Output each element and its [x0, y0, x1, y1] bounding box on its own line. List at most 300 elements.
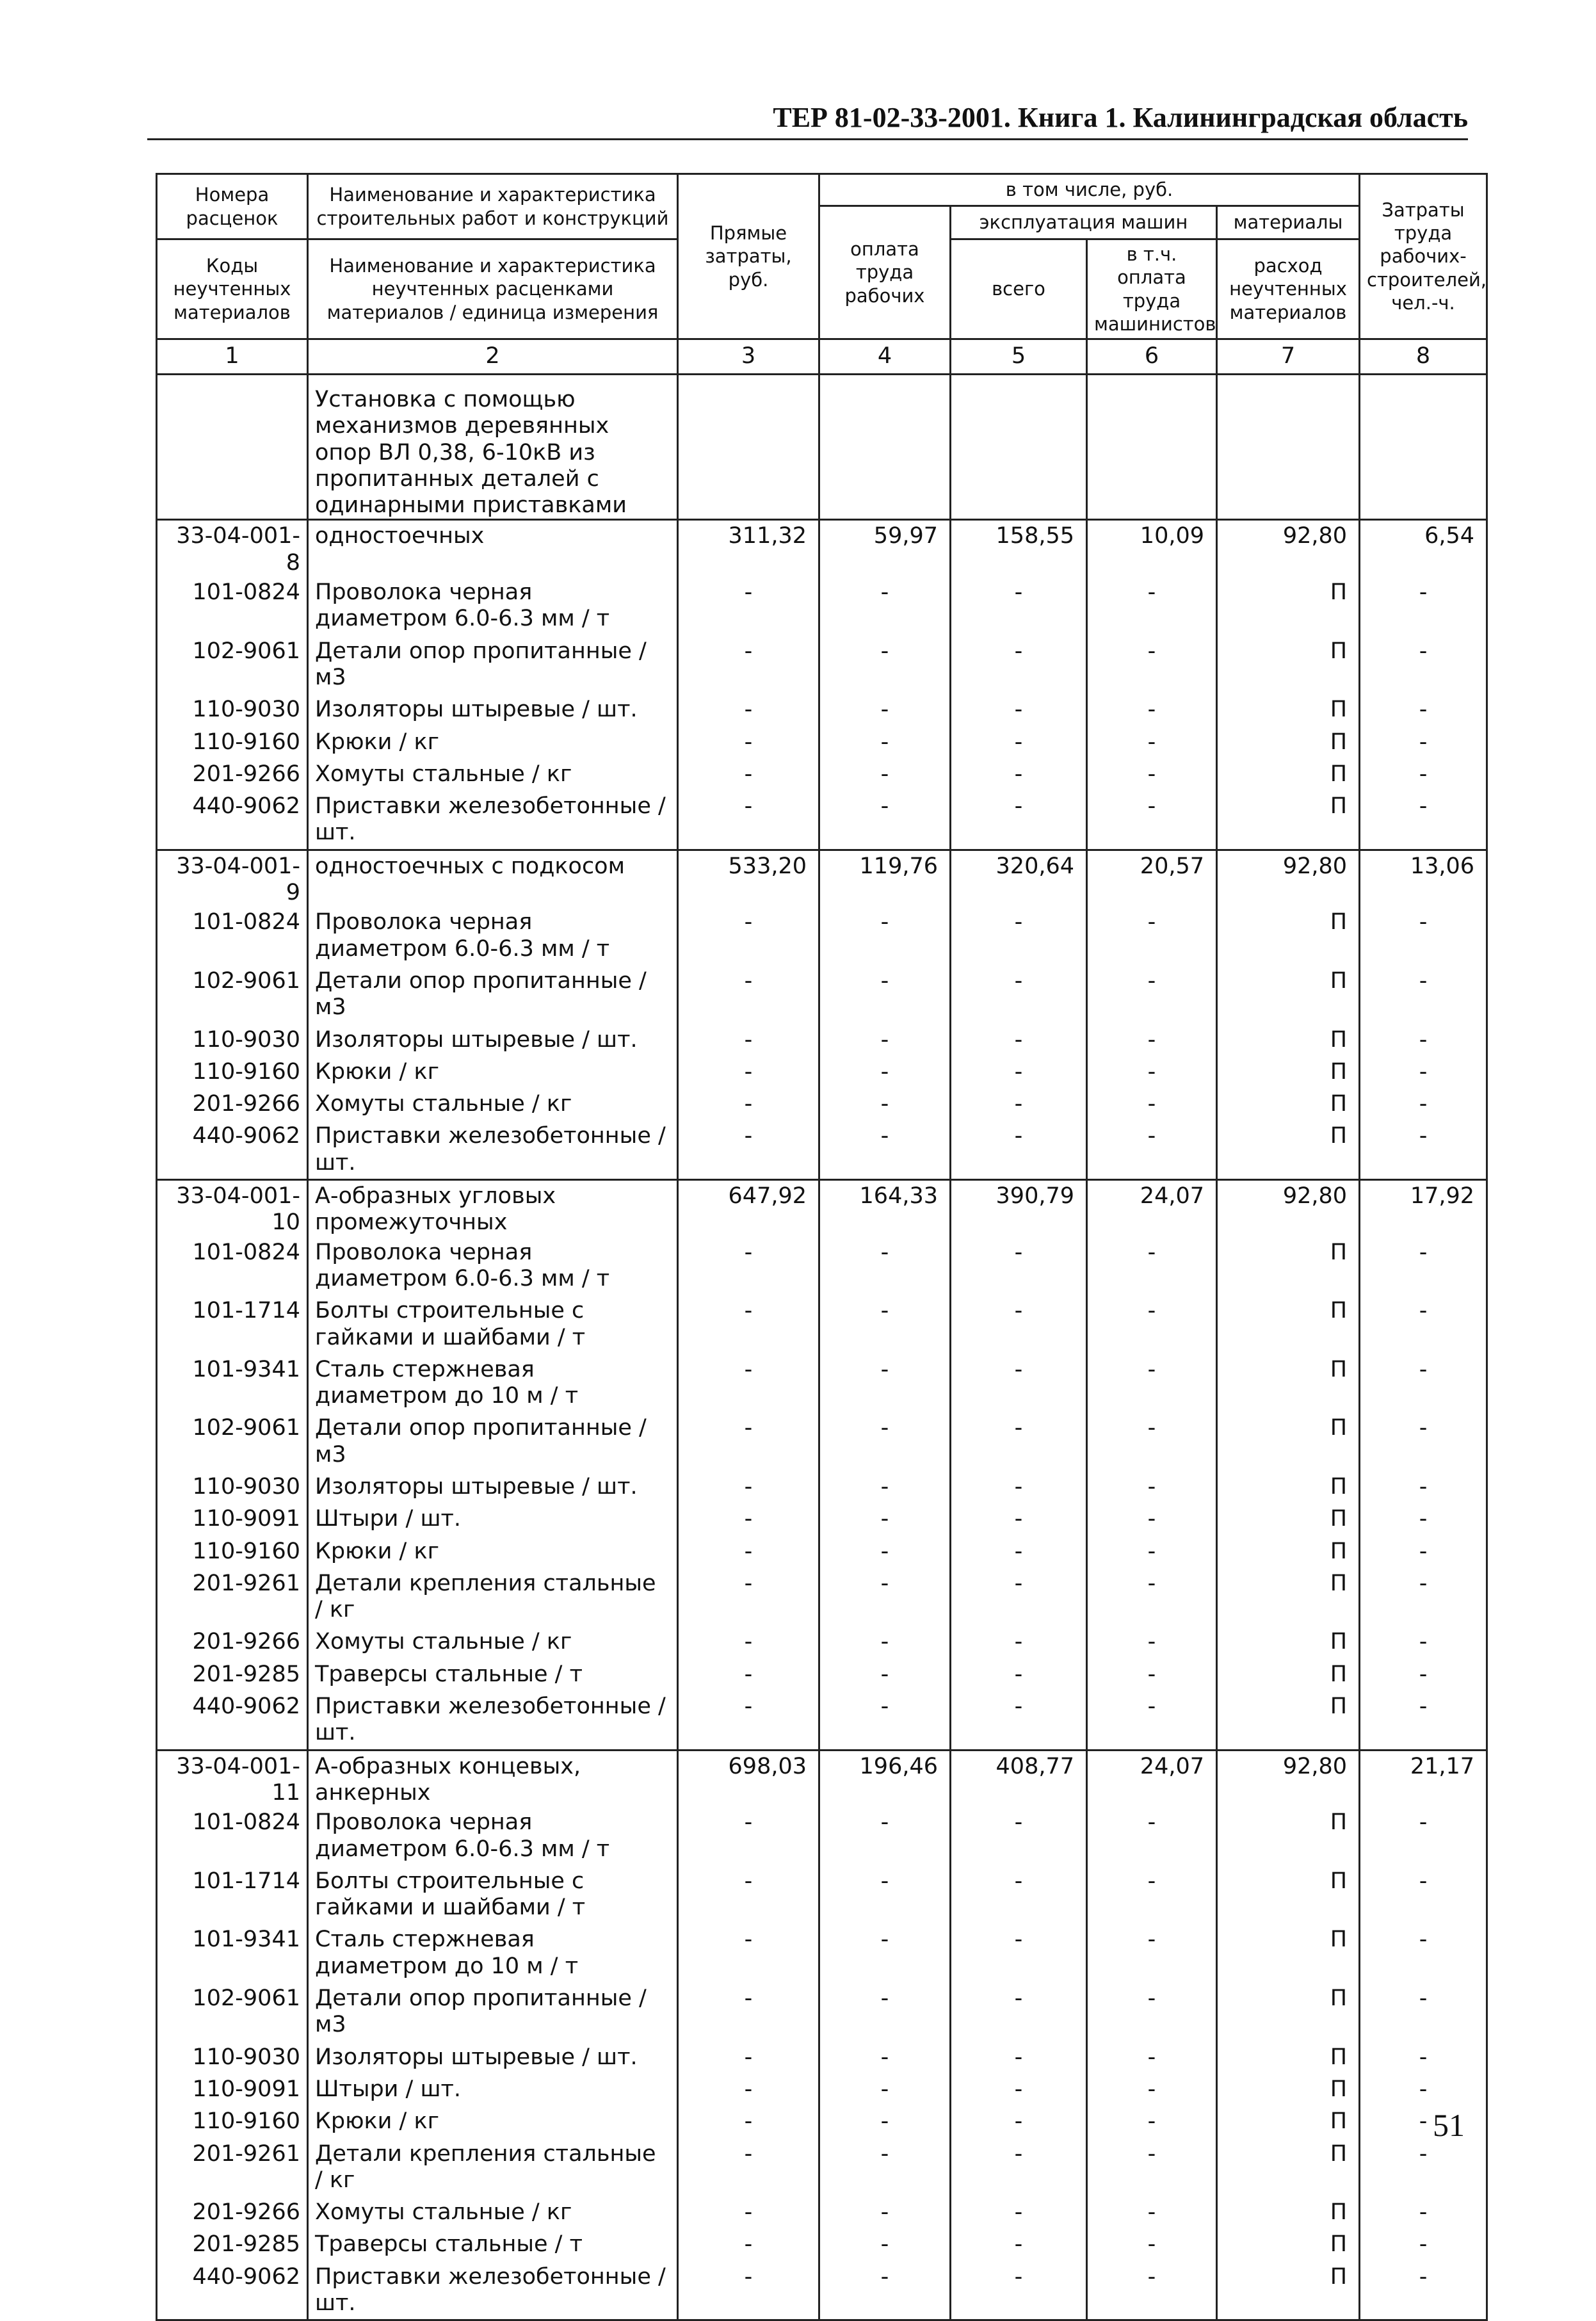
- dash-mark: -: [951, 2138, 1087, 2197]
- rate-value: 92,80: [1217, 520, 1360, 576]
- material-row: [157, 2041, 1487, 2073]
- dash-mark: -: [1360, 726, 1487, 758]
- material-code: 440-9062: [157, 790, 308, 850]
- material-name: Штыри / шт.: [308, 1503, 678, 1535]
- material-name: Изоляторы штыревые / шт.: [308, 693, 678, 725]
- dash-mark: -: [951, 576, 1087, 635]
- dash-mark: -: [1087, 1354, 1217, 1412]
- dash-mark: -: [951, 1120, 1087, 1179]
- material-code: 201-9266: [157, 758, 308, 790]
- dash-mark: -: [1360, 1626, 1487, 1658]
- dash-mark: -: [678, 1088, 819, 1120]
- material-code: 110-9160: [157, 1056, 308, 1088]
- material-name: Детали опор пропитанные / м3: [308, 1982, 678, 2041]
- material-mark: П: [1217, 2041, 1360, 2073]
- rate-code: 33-04-001-11: [157, 1750, 308, 1806]
- dash-mark: -: [1087, 1865, 1217, 1924]
- material-name: Крюки / кг: [308, 1056, 678, 1088]
- material-row: [157, 2228, 1487, 2260]
- material-name: Хомуты стальные / кг: [308, 758, 678, 790]
- dash-mark: -: [951, 790, 1087, 850]
- dash-mark: -: [1087, 2138, 1217, 2197]
- material-row: [157, 1865, 1487, 1924]
- material-name: Изоляторы штыревые / шт.: [308, 1024, 678, 1056]
- dash-mark: -: [678, 1567, 819, 1626]
- material-name: Болты строительные с гайками и шайбами / т: [308, 1865, 678, 1924]
- material-mark: П: [1217, 1088, 1360, 1120]
- dash-mark: -: [1360, 1806, 1487, 1865]
- material-row: [157, 1471, 1487, 1503]
- material-name: Болты строительные с гайками и шайбами / т: [308, 1295, 678, 1354]
- header-title: ТЕР 81-02-33-2001. Книга 1. Калининградская область: [773, 102, 1468, 133]
- dash-mark: -: [1087, 1024, 1217, 1056]
- material-row: [157, 1354, 1487, 1412]
- dash-mark: -: [819, 1503, 951, 1535]
- dash-mark: -: [1087, 1535, 1217, 1567]
- rate-value: 164,33: [819, 1180, 951, 1236]
- dash-mark: -: [1360, 1024, 1487, 1056]
- material-name: Крюки / кг: [308, 1535, 678, 1567]
- dash-mark: -: [1360, 1120, 1487, 1179]
- material-row: [157, 790, 1487, 850]
- dash-mark: -: [1087, 2041, 1217, 2073]
- material-code: 201-9285: [157, 1658, 308, 1690]
- rate-value: 20,57: [1087, 850, 1217, 906]
- material-code: 102-9061: [157, 1412, 308, 1471]
- rate-value: 533,20: [678, 850, 819, 906]
- material-name: Приставки железобетонные / шт.: [308, 2261, 678, 2320]
- material-mark: П: [1217, 1658, 1360, 1690]
- material-code: 101-9341: [157, 1923, 308, 1982]
- material-code: 440-9062: [157, 1120, 308, 1179]
- dash-mark: -: [1087, 1120, 1217, 1179]
- head-rate-numbers: Номера расценок: [157, 174, 308, 239]
- dash-mark: -: [819, 790, 951, 850]
- material-name: Хомуты стальные / кг: [308, 2196, 678, 2228]
- rate-value: 92,80: [1217, 1750, 1360, 1806]
- rate-value: 647,92: [678, 1180, 819, 1236]
- material-code: 201-9261: [157, 1567, 308, 1626]
- head-work-name: Наименование и характеристика строительных работ и конструкций: [308, 174, 678, 239]
- dash-mark: -: [678, 965, 819, 1024]
- material-code: 102-9061: [157, 1982, 308, 2041]
- dash-mark: -: [678, 2138, 819, 2197]
- material-code: 110-9030: [157, 1024, 308, 1056]
- material-mark: П: [1217, 2261, 1360, 2320]
- dash-mark: -: [819, 2138, 951, 2197]
- material-code: 201-9266: [157, 1088, 308, 1120]
- head-labor-costs: Затраты труда рабочих-строителей, чел.-ч.: [1360, 174, 1487, 339]
- material-row: [157, 965, 1487, 1024]
- dash-mark: -: [819, 2073, 951, 2105]
- dash-mark: -: [1360, 1354, 1487, 1412]
- material-row: [157, 1056, 1487, 1088]
- material-mark: П: [1217, 965, 1360, 1024]
- dash-mark: -: [1087, 1690, 1217, 1750]
- column-number: 3: [678, 339, 819, 375]
- dash-mark: -: [1360, 906, 1487, 965]
- dash-mark: -: [1087, 1295, 1217, 1354]
- dash-mark: -: [678, 2073, 819, 2105]
- material-code: 110-9091: [157, 2073, 308, 2105]
- material-row: [157, 1120, 1487, 1179]
- material-mark: П: [1217, 2196, 1360, 2228]
- rate-value: 24,07: [1087, 1180, 1217, 1236]
- page-number: 51: [1433, 2107, 1465, 2143]
- material-row: [157, 2073, 1487, 2105]
- material-code: 101-0824: [157, 906, 308, 965]
- material-code: 110-9160: [157, 2105, 308, 2137]
- dash-mark: -: [819, 1626, 951, 1658]
- dash-mark: -: [678, 1690, 819, 1750]
- head-material-consumption: расход неучтенных материалов: [1217, 239, 1360, 339]
- rate-value: 408,77: [951, 1750, 1087, 1806]
- dash-mark: -: [678, 1626, 819, 1658]
- material-code: 110-9160: [157, 1535, 308, 1567]
- dash-mark: -: [678, 1236, 819, 1295]
- material-row: [157, 576, 1487, 635]
- dash-mark: -: [1087, 693, 1217, 725]
- material-row: [157, 2196, 1487, 2228]
- dash-mark: -: [678, 1535, 819, 1567]
- dash-mark: -: [951, 2261, 1087, 2320]
- material-code: 102-9061: [157, 635, 308, 694]
- dash-mark: -: [819, 635, 951, 694]
- head-materials: материалы: [1217, 206, 1360, 239]
- dash-mark: -: [1087, 1056, 1217, 1088]
- dash-mark: -: [1087, 1982, 1217, 2041]
- dash-mark: -: [951, 1865, 1087, 1924]
- material-name: Крюки / кг: [308, 2105, 678, 2137]
- material-row: [157, 1236, 1487, 1295]
- rate-value: 92,80: [1217, 850, 1360, 906]
- dash-mark: -: [1360, 2196, 1487, 2228]
- material-row: [157, 1295, 1487, 1354]
- material-mark: П: [1217, 1626, 1360, 1658]
- rate-value: 119,76: [819, 850, 951, 906]
- dash-mark: -: [678, 1865, 819, 1924]
- dash-mark: -: [678, 1354, 819, 1412]
- material-code: 101-0824: [157, 1806, 308, 1865]
- material-row: [157, 1658, 1487, 1690]
- dash-mark: -: [1360, 1690, 1487, 1750]
- material-mark: П: [1217, 1295, 1360, 1354]
- dash-mark: -: [1087, 635, 1217, 694]
- rate-value: 10,09: [1087, 520, 1217, 576]
- dash-mark: -: [1360, 2073, 1487, 2105]
- dash-mark: -: [951, 1535, 1087, 1567]
- dash-mark: -: [951, 1567, 1087, 1626]
- material-mark: П: [1217, 1120, 1360, 1179]
- dash-mark: -: [1360, 1982, 1487, 2041]
- dash-mark: -: [678, 906, 819, 965]
- dash-mark: -: [678, 1056, 819, 1088]
- dash-mark: -: [1360, 2261, 1487, 2320]
- dash-mark: -: [819, 726, 951, 758]
- dash-mark: -: [1087, 576, 1217, 635]
- section-title: Установка с помощью механизмов деревянных опор ВЛ 0,38, 6-10кВ из пропитанных деталей с одинарными приставками: [308, 375, 678, 520]
- dash-mark: -: [1360, 1236, 1487, 1295]
- dash-mark: -: [678, 1471, 819, 1503]
- column-number: 4: [819, 339, 951, 375]
- material-name: Детали опор пропитанные / м3: [308, 635, 678, 694]
- head-direct-costs: Прямые затраты, руб.: [678, 174, 819, 339]
- dash-mark: -: [819, 1412, 951, 1471]
- dash-mark: -: [1087, 1567, 1217, 1626]
- material-mark: П: [1217, 2138, 1360, 2197]
- material-code: 110-9160: [157, 726, 308, 758]
- rate-name: одностоечных с подкосом: [308, 850, 678, 906]
- material-row: [157, 1567, 1487, 1626]
- column-number: 5: [951, 339, 1087, 375]
- material-row: [157, 1690, 1487, 1750]
- material-mark: П: [1217, 693, 1360, 725]
- material-code: 110-9030: [157, 1471, 308, 1503]
- head-machines-total: всего: [951, 239, 1087, 339]
- dash-mark: -: [1087, 1658, 1217, 1690]
- material-row: [157, 693, 1487, 725]
- material-name: Проволока черная диаметром 6.0-6.3 мм / т: [308, 1806, 678, 1865]
- material-mark: П: [1217, 1024, 1360, 1056]
- column-number: 8: [1360, 339, 1487, 375]
- dash-mark: -: [678, 758, 819, 790]
- material-code: 101-9341: [157, 1354, 308, 1412]
- material-code: 201-9285: [157, 2228, 308, 2260]
- dash-mark: -: [951, 965, 1087, 1024]
- column-number: 6: [1087, 339, 1217, 375]
- material-mark: П: [1217, 2228, 1360, 2260]
- dash-mark: -: [1087, 1236, 1217, 1295]
- dash-mark: -: [951, 1354, 1087, 1412]
- dash-mark: -: [1360, 758, 1487, 790]
- head-machine-operation: эксплуатация машин: [951, 206, 1217, 239]
- dash-mark: -: [678, 1295, 819, 1354]
- dash-mark: -: [951, 1690, 1087, 1750]
- material-mark: П: [1217, 1503, 1360, 1535]
- dash-mark: -: [1360, 1471, 1487, 1503]
- dash-mark: -: [678, 1658, 819, 1690]
- dash-mark: -: [951, 2196, 1087, 2228]
- rate-name: А-образных концевых, анкерных: [308, 1750, 678, 1806]
- dash-mark: -: [1360, 2105, 1487, 2137]
- dash-mark: -: [678, 1982, 819, 2041]
- material-mark: П: [1217, 1354, 1360, 1412]
- column-number: 1: [157, 339, 308, 375]
- dash-mark: -: [951, 758, 1087, 790]
- head-worker-pay: оплата труда рабочих: [819, 206, 951, 339]
- dash-mark: -: [819, 1806, 951, 1865]
- material-row: [157, 1088, 1487, 1120]
- rate-value: 698,03: [678, 1750, 819, 1806]
- rate-row: [157, 1750, 1487, 1806]
- material-name: Сталь стержневая диаметром до 10 м / т: [308, 1354, 678, 1412]
- dash-mark: -: [1360, 1088, 1487, 1120]
- dash-mark: -: [819, 1535, 951, 1567]
- material-mark: П: [1217, 2073, 1360, 2105]
- dash-mark: -: [1087, 1626, 1217, 1658]
- material-row: [157, 2261, 1487, 2320]
- rate-row: [157, 520, 1487, 576]
- dash-mark: -: [678, 1412, 819, 1471]
- dash-mark: -: [819, 1354, 951, 1412]
- dash-mark: -: [819, 693, 951, 725]
- material-name: Крюки / кг: [308, 726, 678, 758]
- material-row: [157, 906, 1487, 965]
- dash-mark: -: [1360, 790, 1487, 850]
- material-row: [157, 1412, 1487, 1471]
- dash-mark: -: [819, 1236, 951, 1295]
- dash-mark: -: [819, 965, 951, 1024]
- dash-mark: -: [951, 726, 1087, 758]
- dash-mark: -: [1087, 2105, 1217, 2137]
- dash-mark: -: [1087, 2261, 1217, 2320]
- material-row: [157, 2105, 1487, 2137]
- material-name: Приставки железобетонные / шт.: [308, 1120, 678, 1179]
- dash-mark: -: [819, 1567, 951, 1626]
- material-mark: П: [1217, 906, 1360, 965]
- material-code: 201-9266: [157, 2196, 308, 2228]
- dash-mark: -: [951, 693, 1087, 725]
- material-code: 201-9261: [157, 2138, 308, 2197]
- dash-mark: -: [819, 906, 951, 965]
- material-row: [157, 1982, 1487, 2041]
- dash-mark: -: [1087, 1503, 1217, 1535]
- material-name: Сталь стержневая диаметром до 10 м / т: [308, 1923, 678, 1982]
- dash-mark: -: [819, 1088, 951, 1120]
- material-name: Траверсы стальные / т: [308, 2228, 678, 2260]
- head-material-codes: Коды неучтенных материалов: [157, 239, 308, 339]
- dash-mark: -: [678, 790, 819, 850]
- rate-name: А-образных угловых промежуточных: [308, 1180, 678, 1236]
- material-mark: П: [1217, 1923, 1360, 1982]
- dash-mark: -: [951, 1412, 1087, 1471]
- material-row: [157, 635, 1487, 694]
- dash-mark: -: [678, 2228, 819, 2260]
- dash-mark: -: [1087, 1412, 1217, 1471]
- rate-value: 390,79: [951, 1180, 1087, 1236]
- column-numbers-row: [157, 339, 1487, 375]
- material-row: [157, 1535, 1487, 1567]
- material-name: Приставки железобетонные / шт.: [308, 1690, 678, 1750]
- dash-mark: -: [678, 1503, 819, 1535]
- dash-mark: -: [819, 1120, 951, 1179]
- material-code: 440-9062: [157, 2261, 308, 2320]
- column-number: 7: [1217, 339, 1360, 375]
- dash-mark: -: [951, 1503, 1087, 1535]
- material-name: Изоляторы штыревые / шт.: [308, 1471, 678, 1503]
- material-mark: П: [1217, 1471, 1360, 1503]
- rate-row: [157, 1180, 1487, 1236]
- dash-mark: -: [819, 2041, 951, 2073]
- dash-mark: -: [678, 635, 819, 694]
- material-code: 101-0824: [157, 1236, 308, 1295]
- dash-mark: -: [1360, 1535, 1487, 1567]
- dash-mark: -: [678, 726, 819, 758]
- dash-mark: -: [951, 1658, 1087, 1690]
- material-mark: П: [1217, 576, 1360, 635]
- material-code: 101-1714: [157, 1865, 308, 1924]
- dash-mark: -: [951, 1923, 1087, 1982]
- rate-value: 196,46: [819, 1750, 951, 1806]
- dash-mark: -: [1087, 758, 1217, 790]
- dash-mark: -: [1360, 1412, 1487, 1471]
- material-name: Проволока черная диаметром 6.0-6.3 мм / т: [308, 576, 678, 635]
- table-head: [157, 174, 1487, 375]
- dash-mark: -: [678, 1120, 819, 1179]
- dash-mark: -: [819, 1865, 951, 1924]
- dash-mark: -: [951, 1982, 1087, 2041]
- dash-mark: -: [951, 1471, 1087, 1503]
- material-mark: П: [1217, 1865, 1360, 1924]
- dash-mark: -: [1087, 906, 1217, 965]
- dash-mark: -: [1087, 1471, 1217, 1503]
- dash-mark: -: [678, 1806, 819, 1865]
- material-code: 110-9030: [157, 693, 308, 725]
- page-header: [147, 96, 1468, 140]
- material-mark: П: [1217, 1567, 1360, 1626]
- dash-mark: -: [678, 2105, 819, 2137]
- material-name: Детали крепления стальные / кг: [308, 2138, 678, 2197]
- rate-value: 6,54: [1360, 520, 1487, 576]
- material-mark: П: [1217, 1535, 1360, 1567]
- material-name: Хомуты стальные / кг: [308, 1626, 678, 1658]
- head-material-name: Наименование и характеристика неучтенных расценками материалов / единица измерения: [308, 239, 678, 339]
- material-row: [157, 726, 1487, 758]
- material-row: [157, 1024, 1487, 1056]
- dash-mark: -: [819, 1982, 951, 2041]
- dash-mark: -: [1360, 1923, 1487, 1982]
- rate-value: 92,80: [1217, 1180, 1360, 1236]
- dash-mark: -: [951, 2228, 1087, 2260]
- rate-value: 21,17: [1360, 1750, 1487, 1806]
- dash-mark: -: [951, 1806, 1087, 1865]
- dash-mark: -: [951, 1056, 1087, 1088]
- material-mark: П: [1217, 1806, 1360, 1865]
- dash-mark: -: [678, 576, 819, 635]
- material-name: Штыри / шт.: [308, 2073, 678, 2105]
- dash-mark: -: [819, 1923, 951, 1982]
- table-body: [157, 375, 1487, 2320]
- rate-value: 13,06: [1360, 850, 1487, 906]
- material-mark: П: [1217, 1056, 1360, 1088]
- material-row: [157, 2138, 1487, 2197]
- rate-value: 24,07: [1087, 1750, 1217, 1806]
- dash-mark: -: [951, 1295, 1087, 1354]
- dash-mark: -: [819, 1471, 951, 1503]
- dash-mark: -: [1360, 1056, 1487, 1088]
- rate-code: 33-04-001-8: [157, 520, 308, 576]
- dash-mark: -: [678, 693, 819, 725]
- dash-mark: -: [951, 2073, 1087, 2105]
- material-code: 101-0824: [157, 576, 308, 635]
- dash-mark: -: [819, 1056, 951, 1088]
- material-name: Проволока черная диаметром 6.0-6.3 мм / т: [308, 906, 678, 965]
- dash-mark: -: [1087, 726, 1217, 758]
- material-name: Изоляторы штыревые / шт.: [308, 2041, 678, 2073]
- rate-code: 33-04-001-9: [157, 850, 308, 906]
- material-code: 201-9266: [157, 1626, 308, 1658]
- dash-mark: -: [951, 2105, 1087, 2137]
- dash-mark: -: [1360, 1295, 1487, 1354]
- material-mark: П: [1217, 1982, 1360, 2041]
- rate-row: [157, 850, 1487, 906]
- dash-mark: -: [1360, 1567, 1487, 1626]
- material-code: 440-9062: [157, 1690, 308, 1750]
- material-row: [157, 1923, 1487, 1982]
- rate-value: 320,64: [951, 850, 1087, 906]
- material-name: Детали крепления стальные / кг: [308, 1567, 678, 1626]
- material-row: [157, 1503, 1487, 1535]
